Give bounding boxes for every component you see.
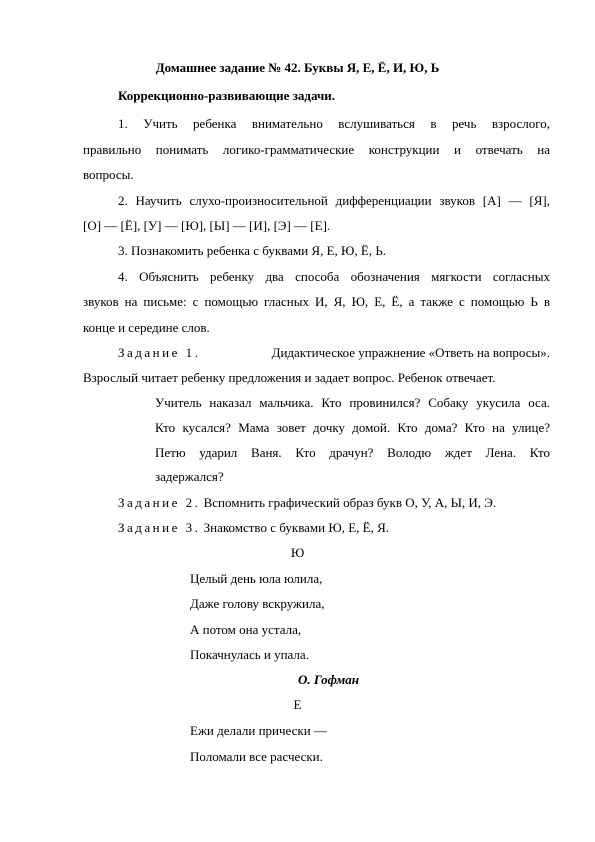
poem-2-line-2: Поломали все расчески. <box>190 749 323 764</box>
exercise-1-title: Дидактическое упражнение «Ответь на вопросы». <box>271 345 550 360</box>
poem-1-line-4: Покачнулась и упала. <box>190 647 309 662</box>
poem-1-line-3: А потом она устала, <box>190 622 302 637</box>
poem-1-author: О. Гофман <box>298 672 360 687</box>
task-2-line-1: 2. Научить слухо-произносительной дифференциации звуков [А] — [Я], <box>118 193 550 208</box>
task-1-line-3: вопросы. <box>83 167 134 182</box>
exercise-1-example-1: Учитель наказал мальчика. Кто провинился? Собаку укусила оса. <box>155 395 550 410</box>
exercise-2 <box>118 495 496 511</box>
exercise-1-line-1 <box>118 345 550 361</box>
poem-2-line-1: Ежи делали прически — <box>190 723 327 738</box>
page-title: Домашнее задание № 42. Буквы Я, Е, Ё, И, Ю, Ь <box>155 60 440 75</box>
task-3-line-1: 3. Познакомить ребенка с буквами Я, Е, Ю, Ё, Ь. <box>118 243 387 258</box>
exercise-2-label: Задание 2. <box>118 495 201 510</box>
exercise-1-label: Задание 1. <box>118 345 201 360</box>
exercise-2-text: Вспомнить графический образ букв О, У, А, Ы, И, Э. <box>203 495 497 510</box>
exercise-3-text: Знакомство с буквами Ю, Е, Ё, Я. <box>203 520 390 535</box>
poem-2-letter: Е <box>293 697 302 712</box>
exercise-1-line-2: Взрослый читает ребенку предложения и задает вопрос. Ребенок отвечает. <box>83 370 496 385</box>
task-4-line-1: 4. Объяснить ребенку два способа обозначения мягкости согласных <box>118 269 550 284</box>
poem-1-line-1: Целый день юла юлила, <box>190 571 323 586</box>
poem-1-line-2: Даже голову вскружила, <box>190 596 325 611</box>
section-subtitle: Коррекционно-развивающие задачи. <box>118 88 336 103</box>
exercise-3 <box>118 520 389 536</box>
exercise-1-example-2: Кто кусался? Мама зовет дочку домой. Кто дома? Кто на улице? <box>155 420 550 435</box>
task-4-line-2: звуков на письме: с помощью гласных И, Я, Ю, Е, Ё, а также с помощью Ь в <box>83 294 550 309</box>
task-2-line-2: [О] — [Ё], [У] — [Ю], [Ы] — [И], [Э] — [Е]. <box>83 218 331 233</box>
poem-1-letter: Ю <box>290 545 305 560</box>
exercise-3-label: Задание 3. <box>118 520 201 535</box>
exercise-1-example-4: задержался? <box>155 469 224 484</box>
task-1-line-2: правильно понимать логико-грамматические конструкции и отвечать на <box>83 142 550 157</box>
task-1-line-1: 1. Учить ребенка внимательно вслушиваться в речь взрослого, <box>118 116 550 131</box>
task-4-line-3: конце и середине слов. <box>83 320 210 335</box>
exercise-1-example-3: Петю ударил Ваня. Кто драчун? Володю ждет Лена. Кто <box>155 445 550 460</box>
